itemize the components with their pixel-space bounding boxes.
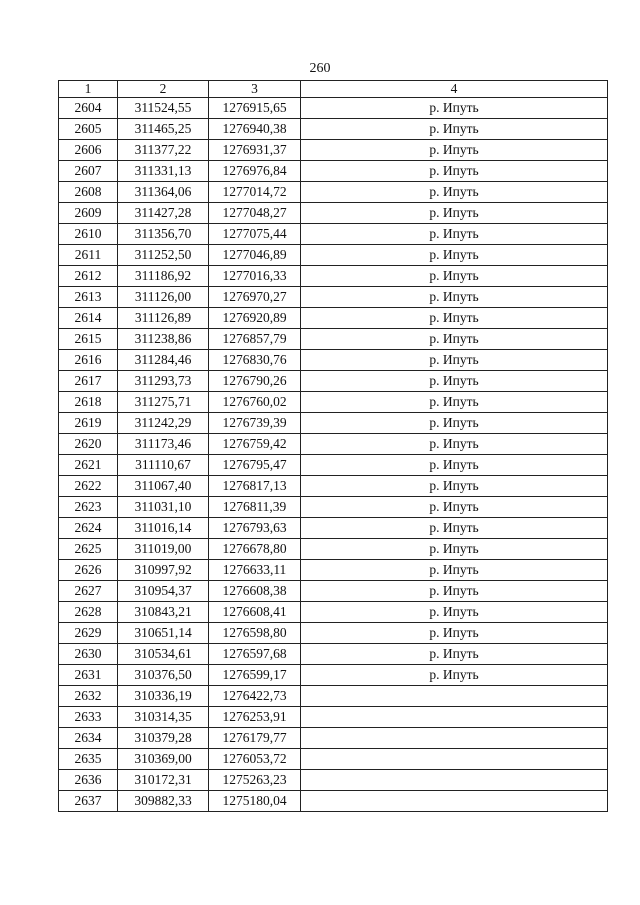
table-cell: 1276970,27 xyxy=(209,287,301,308)
table-cell: 2626 xyxy=(59,560,118,581)
table-row xyxy=(59,560,608,581)
table-cell: 311016,14 xyxy=(118,518,209,539)
table-row xyxy=(59,665,608,686)
table-cell: 2612 xyxy=(59,266,118,287)
table-cell: 1276940,38 xyxy=(209,119,301,140)
table-cell: р. Ипуть xyxy=(301,350,608,371)
table-cell: 1276811,39 xyxy=(209,497,301,518)
table-cell: 310997,92 xyxy=(118,560,209,581)
table-cell: 1276422,73 xyxy=(209,686,301,707)
table-row xyxy=(59,308,608,329)
table-cell: 1276179,77 xyxy=(209,728,301,749)
table-cell: 310534,61 xyxy=(118,644,209,665)
table-cell: 2630 xyxy=(59,644,118,665)
table-row xyxy=(59,245,608,266)
table-row xyxy=(59,749,608,770)
table-cell: 2625 xyxy=(59,539,118,560)
table-cell: 2614 xyxy=(59,308,118,329)
table-row xyxy=(59,644,608,665)
table-cell: р. Ипуть xyxy=(301,602,608,623)
table-cell: 1276931,37 xyxy=(209,140,301,161)
column-header: 4 xyxy=(301,81,608,98)
table-cell: 1276053,72 xyxy=(209,749,301,770)
table-cell: 1276598,80 xyxy=(209,623,301,644)
table-cell: 2608 xyxy=(59,182,118,203)
table-cell: 2637 xyxy=(59,791,118,812)
table-cell: 1275263,23 xyxy=(209,770,301,791)
table-row xyxy=(59,791,608,812)
table-cell: 2604 xyxy=(59,98,118,119)
table-cell: р. Ипуть xyxy=(301,539,608,560)
table-cell: р. Ипуть xyxy=(301,203,608,224)
table-cell: р. Ипуть xyxy=(301,119,608,140)
table-cell: 2624 xyxy=(59,518,118,539)
table-cell: 2617 xyxy=(59,371,118,392)
table-cell: 2609 xyxy=(59,203,118,224)
table-cell: р. Ипуть xyxy=(301,287,608,308)
table-cell: 1277046,89 xyxy=(209,245,301,266)
table-cell: 2623 xyxy=(59,497,118,518)
table-cell: 311067,40 xyxy=(118,476,209,497)
table-row xyxy=(59,182,608,203)
table-cell: 310369,00 xyxy=(118,749,209,770)
table-cell: р. Ипуть xyxy=(301,140,608,161)
table-cell: 311019,00 xyxy=(118,539,209,560)
table-cell: 1276739,39 xyxy=(209,413,301,434)
table-cell: 311293,73 xyxy=(118,371,209,392)
table-cell: 311427,28 xyxy=(118,203,209,224)
table-row xyxy=(59,770,608,791)
table-cell: 311242,29 xyxy=(118,413,209,434)
table-cell: 2633 xyxy=(59,707,118,728)
table-cell: р. Ипуть xyxy=(301,644,608,665)
table-cell: р. Ипуть xyxy=(301,581,608,602)
table-row xyxy=(59,413,608,434)
table-cell: 309882,33 xyxy=(118,791,209,812)
table-cell: 1276795,47 xyxy=(209,455,301,476)
table-row xyxy=(59,707,608,728)
table-cell: р. Ипуть xyxy=(301,665,608,686)
table-row xyxy=(59,392,608,413)
table-cell: р. Ипуть xyxy=(301,266,608,287)
page-number: 260 xyxy=(309,61,331,76)
table-cell: 2618 xyxy=(59,392,118,413)
table-cell: 310336,19 xyxy=(118,686,209,707)
table-cell: р. Ипуть xyxy=(301,560,608,581)
table-cell: 1276633,11 xyxy=(209,560,301,581)
table-cell xyxy=(301,707,608,728)
table-cell: 1276678,80 xyxy=(209,539,301,560)
table-row xyxy=(59,476,608,497)
table-cell: 1277014,72 xyxy=(209,182,301,203)
table-cell: 311126,89 xyxy=(118,308,209,329)
table-cell: 310843,21 xyxy=(118,602,209,623)
table-cell: р. Ипуть xyxy=(301,371,608,392)
table-cell: 1276253,91 xyxy=(209,707,301,728)
table-cell: р. Ипуть xyxy=(301,434,608,455)
table-cell: 1276830,76 xyxy=(209,350,301,371)
table-cell: 1276857,79 xyxy=(209,329,301,350)
column-header: 3 xyxy=(209,81,301,98)
table-cell: 2632 xyxy=(59,686,118,707)
table-body xyxy=(59,98,608,812)
table-cell: 1277016,33 xyxy=(209,266,301,287)
coordinates-table xyxy=(58,80,608,812)
table-cell: 311173,46 xyxy=(118,434,209,455)
table-cell: 311377,22 xyxy=(118,140,209,161)
table-row xyxy=(59,602,608,623)
table-cell: 311126,00 xyxy=(118,287,209,308)
table-cell: р. Ипуть xyxy=(301,497,608,518)
table-cell: 310954,37 xyxy=(118,581,209,602)
table-cell: р. Ипуть xyxy=(301,161,608,182)
table-cell: 311238,86 xyxy=(118,329,209,350)
table-cell: 1276976,84 xyxy=(209,161,301,182)
table-cell: 2634 xyxy=(59,728,118,749)
table-cell: 1276597,68 xyxy=(209,644,301,665)
table-row xyxy=(59,623,608,644)
table-cell: р. Ипуть xyxy=(301,392,608,413)
table-cell: 310314,35 xyxy=(118,707,209,728)
column-header: 2 xyxy=(118,81,209,98)
table-cell: 2622 xyxy=(59,476,118,497)
table-cell: 1276915,65 xyxy=(209,98,301,119)
table-cell: 1276759,42 xyxy=(209,434,301,455)
table-row xyxy=(59,350,608,371)
table-cell: 310651,14 xyxy=(118,623,209,644)
table-cell: 1276599,17 xyxy=(209,665,301,686)
table-cell: 311275,71 xyxy=(118,392,209,413)
table-cell: 2631 xyxy=(59,665,118,686)
table-cell: р. Ипуть xyxy=(301,245,608,266)
table-cell: 2635 xyxy=(59,749,118,770)
table-cell: 310379,28 xyxy=(118,728,209,749)
table-cell: 2610 xyxy=(59,224,118,245)
table-cell: 311252,50 xyxy=(118,245,209,266)
table-cell: р. Ипуть xyxy=(301,224,608,245)
table-cell: 1276793,63 xyxy=(209,518,301,539)
table-cell: р. Ипуть xyxy=(301,308,608,329)
table-cell: 311186,92 xyxy=(118,266,209,287)
table-cell: 2621 xyxy=(59,455,118,476)
table-cell xyxy=(301,686,608,707)
table-cell: 1277048,27 xyxy=(209,203,301,224)
table-cell: 2628 xyxy=(59,602,118,623)
table-cell xyxy=(301,770,608,791)
table-cell: 2605 xyxy=(59,119,118,140)
table-cell: 2607 xyxy=(59,161,118,182)
table-cell: 1275180,04 xyxy=(209,791,301,812)
table-cell: 1276790,26 xyxy=(209,371,301,392)
table-cell: 1276608,41 xyxy=(209,602,301,623)
table-cell: 2616 xyxy=(59,350,118,371)
table-cell: 310376,50 xyxy=(118,665,209,686)
table-row xyxy=(59,329,608,350)
table-cell: р. Ипуть xyxy=(301,413,608,434)
table-row xyxy=(59,98,608,119)
table-cell: 311284,46 xyxy=(118,350,209,371)
table-header-row xyxy=(59,81,608,98)
table-cell: 2615 xyxy=(59,329,118,350)
table-cell: 311031,10 xyxy=(118,497,209,518)
table-cell xyxy=(301,749,608,770)
table-cell: 311110,67 xyxy=(118,455,209,476)
table-cell: р. Ипуть xyxy=(301,329,608,350)
table-cell: 311331,13 xyxy=(118,161,209,182)
table-cell: 311465,25 xyxy=(118,119,209,140)
table-cell: 2629 xyxy=(59,623,118,644)
table-row xyxy=(59,728,608,749)
table-cell: р. Ипуть xyxy=(301,518,608,539)
table-cell: 2613 xyxy=(59,287,118,308)
column-header: 1 xyxy=(59,81,118,98)
table-row xyxy=(59,140,608,161)
table-cell xyxy=(301,728,608,749)
table-cell: 1277075,44 xyxy=(209,224,301,245)
table-row xyxy=(59,686,608,707)
table-row xyxy=(59,434,608,455)
table-cell: 2620 xyxy=(59,434,118,455)
table-row xyxy=(59,581,608,602)
table-row xyxy=(59,455,608,476)
table-row xyxy=(59,287,608,308)
table-row xyxy=(59,497,608,518)
table-cell: 1276920,89 xyxy=(209,308,301,329)
table-cell: 1276760,02 xyxy=(209,392,301,413)
table-row xyxy=(59,119,608,140)
table-cell: 311524,55 xyxy=(118,98,209,119)
table-cell: р. Ипуть xyxy=(301,455,608,476)
table-row xyxy=(59,161,608,182)
table-row xyxy=(59,518,608,539)
table-cell: р. Ипуть xyxy=(301,98,608,119)
table-row xyxy=(59,203,608,224)
table-row xyxy=(59,371,608,392)
table-cell: 311364,06 xyxy=(118,182,209,203)
table-cell: р. Ипуть xyxy=(301,476,608,497)
table-row xyxy=(59,539,608,560)
table-cell: 311356,70 xyxy=(118,224,209,245)
table-cell: р. Ипуть xyxy=(301,623,608,644)
table-cell: 2627 xyxy=(59,581,118,602)
table-cell xyxy=(301,791,608,812)
table-cell: 310172,31 xyxy=(118,770,209,791)
table-row xyxy=(59,224,608,245)
table-cell: 2619 xyxy=(59,413,118,434)
table-cell: 1276817,13 xyxy=(209,476,301,497)
table-cell: 2611 xyxy=(59,245,118,266)
table-row xyxy=(59,266,608,287)
table-cell: р. Ипуть xyxy=(301,182,608,203)
table-cell: 2636 xyxy=(59,770,118,791)
table-cell: 2606 xyxy=(59,140,118,161)
table-cell: 1276608,38 xyxy=(209,581,301,602)
